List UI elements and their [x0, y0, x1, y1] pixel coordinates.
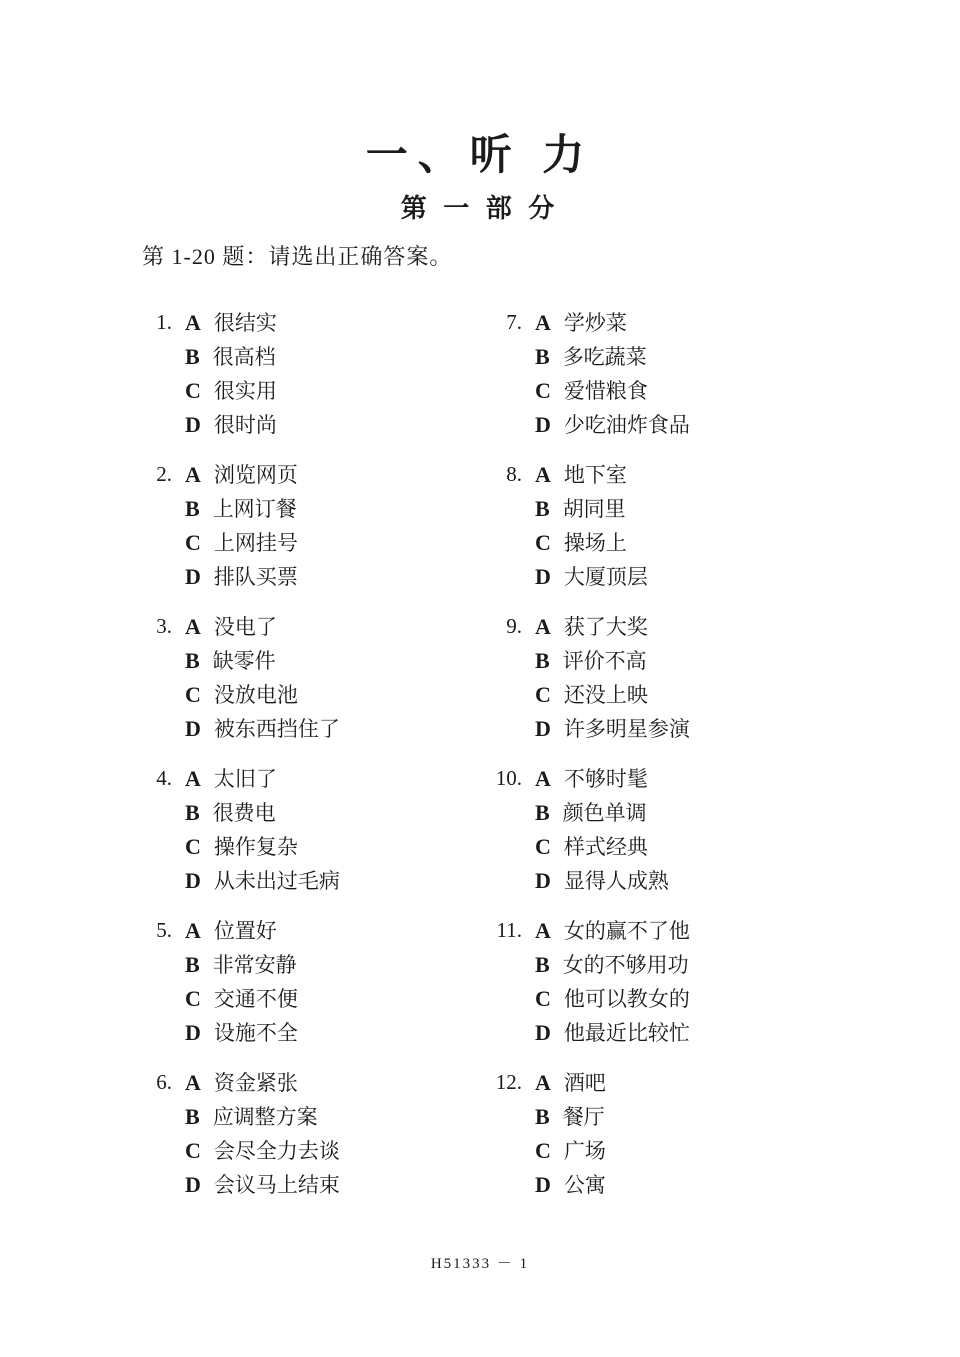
option-letter: D: [535, 564, 551, 589]
option-letter: B: [185, 800, 200, 825]
answer-option: [185, 1016, 298, 1050]
question-block: [130, 914, 340, 1050]
questions-column-right: [480, 306, 690, 1218]
answer-option: [535, 830, 669, 864]
option-letter: B: [535, 648, 550, 673]
option-text: 很实用: [213, 379, 277, 403]
question-block: [480, 1066, 690, 1202]
option-text: 位置好: [213, 919, 277, 943]
option-text: 他最近比较忙: [563, 1021, 690, 1045]
option-text: 很时尚: [213, 413, 277, 437]
option-letter: B: [185, 952, 200, 977]
options-list: [185, 762, 340, 898]
option-text: 公寓: [563, 1173, 606, 1197]
options-list: [535, 610, 690, 746]
option-text: 太旧了: [213, 767, 277, 791]
option-letter: C: [535, 834, 551, 859]
answer-option: [185, 982, 298, 1016]
question-block: [480, 306, 690, 442]
question-block: [130, 458, 340, 594]
option-text: 会议马上结束: [213, 1173, 340, 1197]
option-letter: D: [535, 868, 551, 893]
answer-option: [185, 374, 277, 408]
answer-option: [185, 408, 277, 442]
option-letter: D: [185, 412, 201, 437]
option-letter: D: [185, 868, 201, 893]
option-text: 资金紧张: [213, 1071, 298, 1095]
answer-option: [535, 982, 690, 1016]
option-text: 不够时髦: [563, 767, 648, 791]
answer-option: [185, 1066, 340, 1100]
option-letter: C: [535, 530, 551, 555]
option-letter: B: [185, 1104, 200, 1129]
option-text: 很高档: [212, 345, 276, 369]
option-text: 上网订餐: [212, 497, 297, 521]
question-block: [480, 914, 690, 1050]
option-letter: C: [185, 986, 201, 1011]
option-letter: B: [535, 1104, 550, 1129]
question-number: 5.: [156, 918, 172, 942]
option-letter: B: [185, 344, 200, 369]
answer-option: [535, 1168, 606, 1202]
question-number: 6.: [156, 1070, 172, 1094]
option-letter: C: [185, 834, 201, 859]
options-list: [535, 306, 690, 442]
option-text: 颜色单调: [562, 801, 647, 825]
question-number: 10.: [495, 766, 522, 790]
option-text: 地下室: [563, 463, 627, 487]
question-number: 1.: [156, 310, 172, 334]
page-footer: H51333 － 1: [430, 1256, 530, 1272]
answer-option: [535, 492, 648, 526]
option-text: 浏览网页: [213, 463, 298, 487]
answer-option: [535, 1016, 690, 1050]
option-text: 应调整方案: [212, 1105, 318, 1129]
option-letter: C: [535, 1138, 551, 1163]
question-block: [130, 1066, 340, 1202]
option-letter: C: [185, 530, 201, 555]
answer-option: [185, 1100, 340, 1134]
option-letter: D: [185, 716, 201, 741]
option-letter: D: [185, 1020, 201, 1045]
question-block: [480, 762, 690, 898]
answer-option: [535, 712, 690, 746]
question-block: [480, 458, 690, 594]
option-text: 胡同里: [562, 497, 626, 521]
answer-option: [535, 1100, 606, 1134]
option-letter: A: [185, 310, 201, 335]
answer-option: [535, 796, 669, 830]
option-letter: B: [535, 800, 550, 825]
option-text: 操场上: [563, 531, 627, 555]
answer-option: [535, 762, 669, 796]
option-text: 许多明星参演: [563, 717, 690, 741]
answer-option: [535, 914, 690, 948]
option-text: 非常安静: [212, 953, 297, 977]
option-text: 样式经典: [563, 835, 648, 859]
option-letter: A: [535, 1070, 551, 1095]
option-letter: A: [185, 918, 201, 943]
option-letter: D: [535, 1020, 551, 1045]
answer-option: [185, 340, 277, 374]
option-text: 多吃蔬菜: [562, 345, 647, 369]
question-number: 8.: [506, 462, 522, 486]
answer-option: [185, 712, 340, 746]
option-text: 评价不高: [562, 649, 647, 673]
answer-option: [185, 610, 340, 644]
question-number: 9.: [506, 614, 522, 638]
options-list: [535, 1066, 606, 1202]
answer-option: [535, 560, 648, 594]
option-letter: B: [535, 496, 550, 521]
questions-column-left: [130, 306, 340, 1218]
answer-option: [535, 1134, 606, 1168]
answer-option: [185, 830, 340, 864]
question-block: [130, 762, 340, 898]
option-letter: A: [535, 918, 551, 943]
option-letter: B: [185, 496, 200, 521]
question-number: 2.: [156, 462, 172, 486]
option-text: 排队买票: [213, 565, 298, 589]
answer-option: [185, 1134, 340, 1168]
option-letter: A: [185, 766, 201, 791]
options-list: [185, 914, 298, 1050]
answer-option: [185, 458, 298, 492]
option-text: 酒吧: [563, 1071, 606, 1095]
options-list: [185, 610, 340, 746]
option-text: 餐厅: [562, 1105, 605, 1129]
option-letter: B: [535, 344, 550, 369]
options-list: [535, 914, 690, 1050]
answer-option: [535, 408, 690, 442]
answer-option: [535, 1066, 606, 1100]
option-text: 学炒菜: [563, 311, 627, 335]
answer-option: [185, 948, 298, 982]
option-text: 很结实: [213, 311, 277, 335]
answer-option: [185, 1168, 340, 1202]
answer-option: [185, 306, 277, 340]
answer-option: [535, 948, 690, 982]
option-text: 交通不便: [213, 987, 298, 1011]
option-text: 获了大奖: [563, 615, 648, 639]
option-text: 会尽全力去谈: [213, 1139, 340, 1163]
option-text: 缺零件: [212, 649, 276, 673]
answer-option: [535, 678, 690, 712]
answer-option: [535, 374, 690, 408]
option-letter: C: [535, 682, 551, 707]
option-letter: B: [185, 648, 200, 673]
option-letter: A: [185, 614, 201, 639]
option-letter: A: [535, 462, 551, 487]
option-text: 没放电池: [213, 683, 298, 707]
option-text: 设施不全: [213, 1021, 298, 1045]
options-list: [535, 458, 648, 594]
answer-option: [185, 864, 340, 898]
question-number: 12.: [495, 1070, 522, 1094]
answer-option: [185, 762, 340, 796]
question-block: [130, 610, 340, 746]
answer-option: [185, 796, 340, 830]
question-number: 4.: [156, 766, 172, 790]
option-text: 女的赢不了他: [563, 919, 690, 943]
option-letter: D: [535, 1172, 551, 1197]
option-letter: D: [535, 412, 551, 437]
answer-option: [535, 458, 648, 492]
option-letter: D: [535, 716, 551, 741]
option-text: 很费电: [212, 801, 276, 825]
option-text: 被东西挡住了: [213, 717, 340, 741]
option-letter: C: [185, 1138, 201, 1163]
answer-option: [185, 678, 340, 712]
question-number: 3.: [156, 614, 172, 638]
option-text: 爱惜粮食: [563, 379, 648, 403]
option-text: 少吃油炸食品: [563, 413, 690, 437]
option-letter: A: [535, 614, 551, 639]
option-letter: C: [185, 682, 201, 707]
answer-option: [535, 526, 648, 560]
answer-option: [535, 610, 690, 644]
option-letter: C: [535, 378, 551, 403]
option-text: 女的不够用功: [562, 953, 689, 977]
option-letter: D: [185, 564, 201, 589]
section-title: 一、听 力: [365, 133, 595, 179]
option-letter: C: [535, 986, 551, 1011]
answer-option: [185, 644, 340, 678]
option-letter: A: [535, 766, 551, 791]
answer-option: [535, 340, 690, 374]
option-letter: D: [185, 1172, 201, 1197]
option-text: 还没上映: [563, 683, 648, 707]
question-number: 11.: [496, 918, 522, 942]
answer-option: [185, 492, 298, 526]
option-letter: A: [185, 1070, 201, 1095]
option-letter: A: [185, 462, 201, 487]
question-block: [130, 306, 340, 442]
option-letter: C: [185, 378, 201, 403]
answer-option: [535, 864, 669, 898]
options-list: [185, 1066, 340, 1202]
option-text: 操作复杂: [213, 835, 298, 859]
option-letter: B: [535, 952, 550, 977]
instructions-text: 第 1-20 题：请选出正确答案。: [142, 244, 453, 269]
options-list: [185, 306, 277, 442]
option-letter: A: [535, 310, 551, 335]
answer-option: [185, 526, 298, 560]
option-text: 上网挂号: [213, 531, 298, 555]
options-list: [535, 762, 669, 898]
answer-option: [535, 644, 690, 678]
part-title: 第 一 部 分: [400, 194, 560, 223]
answer-option: [185, 560, 298, 594]
question-number: 7.: [506, 310, 522, 334]
question-block: [480, 610, 690, 746]
option-text: 从未出过毛病: [213, 869, 340, 893]
answer-option: [535, 306, 690, 340]
option-text: 广场: [563, 1139, 606, 1163]
option-text: 大厦顶层: [563, 565, 648, 589]
options-list: [185, 458, 298, 594]
option-text: 显得人成熟: [563, 869, 669, 893]
option-text: 没电了: [213, 615, 277, 639]
answer-option: [185, 914, 298, 948]
option-text: 他可以教女的: [563, 987, 690, 1011]
